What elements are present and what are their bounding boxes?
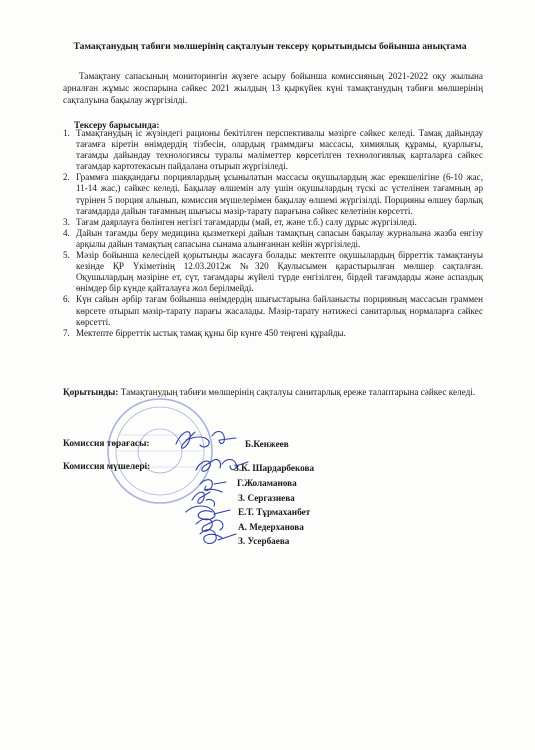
item-text: Мәзір бойынша келесідей қорытынды жасауға болады: мектепте оқушылардың бірреттік тамақтануы кезінде ҚР Үкіметінің 12.03.2012ж №320 Қаулысымен қарастырылған мөлшер сақталған. Оқушылардың мәзіріне ет, сүт, тағамдары жүйелі түрде енгізілген, бірдей тағамдарды және аспаздық өнімдер бір күнде қайталауға жол берілмейді. bbox=[76, 250, 483, 294]
item-number: 7. bbox=[63, 327, 70, 338]
member-name: З. Сергазиева bbox=[238, 493, 295, 503]
item-number: 5. bbox=[63, 250, 70, 261]
member-name: Е.Т. Тұрмаханбет bbox=[238, 507, 311, 517]
intro-paragraph: Тамақтану сапасының мониторингін жүзеге асыру бойынша комиссияның 2021-2022 оқу жылына арналған жұмыс жоспарына сәйкес 2021 жылдың 13 қыркүйек күні тамақтанудың табиғи мөлшерінің сақталуына бақылау жүргізілді. bbox=[63, 71, 483, 106]
conclusion-label: Қорытынды: bbox=[63, 387, 119, 397]
member-name: А. Медерханова bbox=[238, 522, 304, 532]
check-heading: Тексеру барысында: bbox=[74, 120, 160, 130]
item-text: Тамақтанудың іс жүзіндегі рационы бекітілген перспективалы мәзірге сәйкес келеді. Тамақ дайындау тағамға кіретін өнімдердің тізбесін, олардың граммдағы массасы, химиялық құрамы, қуарлығы, тағамды дайындау технологиясы туралы мәліметтер көрсетілген технологиялық карталарға сәйкес тағамдар картотекасын пайдалана отырып жүргізіледі. bbox=[76, 128, 483, 172]
member-signature-2 bbox=[200, 480, 226, 492]
conclusion-text: Тамақтанудың табиғи мөлшерінің сақталуы санитарлық ереже талаптарына сәйкес келеді. bbox=[118, 387, 476, 397]
item-number: 2. bbox=[63, 172, 70, 183]
item-number: 4. bbox=[63, 227, 70, 238]
chair-signature bbox=[176, 432, 236, 449]
item-number: 6. bbox=[63, 294, 70, 305]
member-name: З. Усербаева bbox=[238, 536, 290, 546]
item-text: Граммға шаққандағы порциялардың ұсынылатын массасы оқушылардың жас ерекшелігіне (6-10 жас, 11-14 жас,) сәйкес келеді. Бақылау өлшемін алу үшін оқушылардың түскі ас үстелінен тағамның әр түрінен 5 порция алынып, комиссия мүшелерімен бақылау өлшемі жүргізілді. Порцияны өлшеу барлық тағамдарда дайын тағамның шығысы мәзір-тарату парағына сәйкес келетінін көрсетті. bbox=[76, 172, 483, 216]
chair-label: Комиссия төрағасы: bbox=[63, 439, 150, 449]
member-signature-4 bbox=[186, 506, 230, 520]
chair-name: Б.Кенжеев bbox=[245, 439, 289, 449]
document-title: Тамақтанудың табиғи мөлшерінің сақталуын тексеру қорытындысы бойынша анықтама bbox=[73, 41, 467, 52]
item-text: Күн сайын әрбір тағам бойынша өнімдердің шығыстарына байланысты порцияның массасын граммен көрсете отырып мәзір-тарату парағы жасалады. Мәзір-тарату нәтижесі санитарлық нормаларға сәйкес көрсетті. bbox=[76, 294, 483, 327]
member-signature-3 bbox=[192, 492, 215, 506]
member-name: Г.Жоламанова bbox=[237, 478, 297, 488]
item-text: Мектепте бірреттік ыстық тамақ құны бір күнге 450 теңгені құрайды. bbox=[76, 327, 346, 338]
item-text: Тағам даярлауға бөлінген негізгі тағамдарды (май, ет, және т.б.) салу дұрыс жүргізіледі. bbox=[76, 216, 417, 227]
item-number: 1. bbox=[63, 128, 70, 138]
item-number: 3. bbox=[63, 216, 70, 227]
member-signature-1 bbox=[196, 459, 248, 471]
member-name: З.К. Шардарбекова bbox=[234, 463, 315, 473]
members-label: Комиссия мүшелері: bbox=[63, 462, 151, 472]
item-text: Дайын тағамды беру медицина қызметкері дайын тамақтың сапасын бақылау журналына жазба енгізу арқылы дайын тамақтың сапасына сынама алынғаннан кейін жүргізіледі. bbox=[76, 227, 483, 249]
